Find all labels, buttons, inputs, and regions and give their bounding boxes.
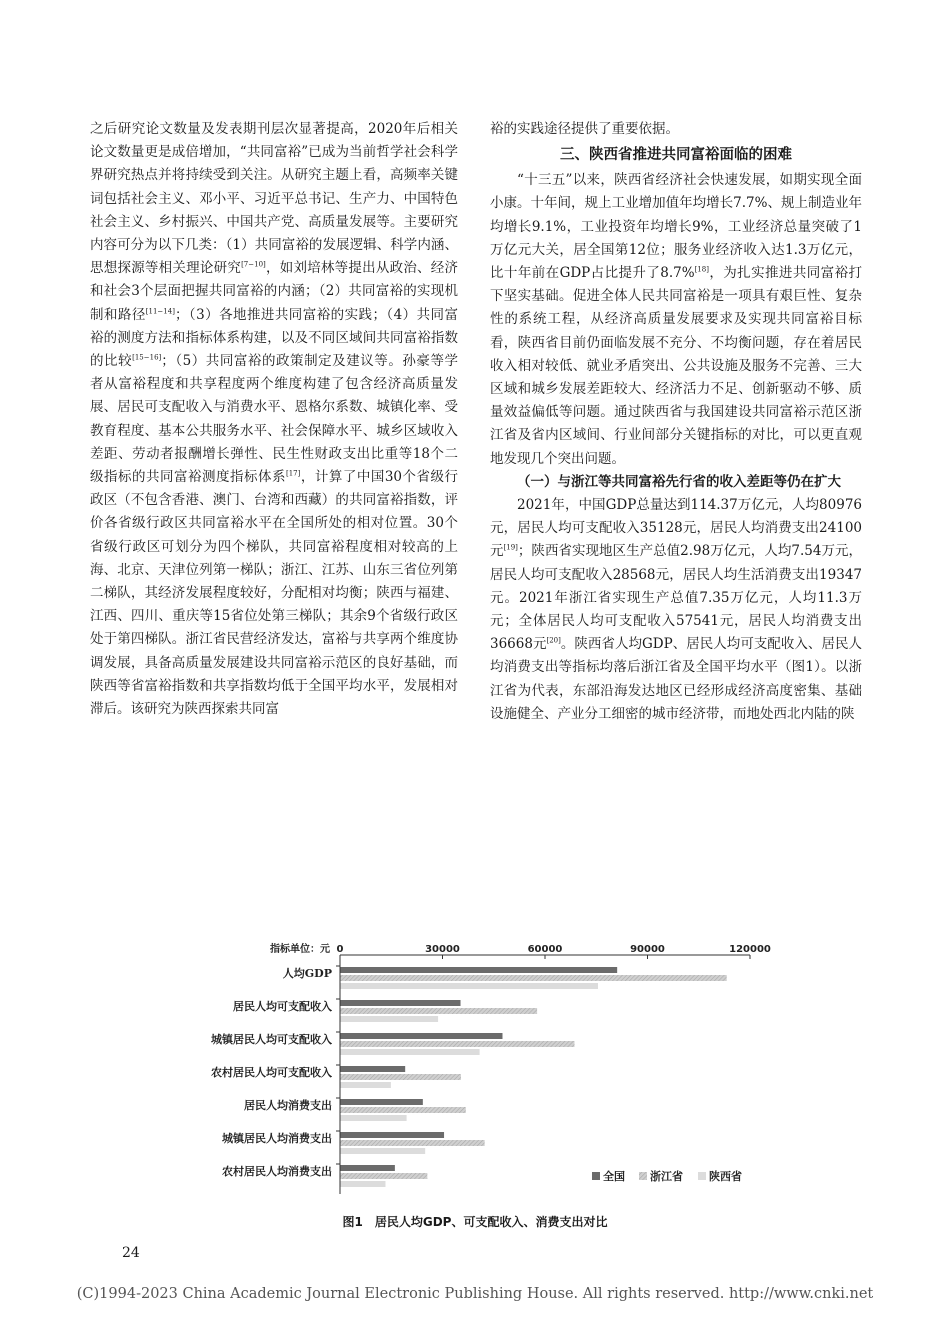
x-tick-label: 0 bbox=[336, 944, 344, 955]
bar-chart bbox=[170, 935, 790, 1205]
bar-浙江省 bbox=[341, 975, 727, 981]
body-paragraph: 裕的实践途径提供了重要依据。 bbox=[490, 121, 679, 137]
category-label: 城镇居民人均消费支出 bbox=[222, 1132, 332, 1145]
category-label: 农村居民人均可支配收入 bbox=[211, 1066, 332, 1079]
body-paragraph: 2021年，中国GDP总量达到114.37万亿元，人均80976元，居民人均可支配收入35128元，居民人均消费支出24100元[19]；陕西省实现地区生产总值2.98万亿元，人均7.54万元，居民人均可支配收入28568元，居民人均生活消费支出19347元。2021年浙江省实现生产总值7.35万亿元，人均11.3万元；全体居民人均可支配收入57541元，居民人均消费支出36668元[20]。陕西省人均GDP、居民人均可支配收入、居民人均消费支出等指标均落后浙江省及全国平均水平（图1）。以浙江省为代表，东部沿海发达地区已经形成经济高度密集、基础设施健全、产业分工细密的城市经济带，而地处西北内陆的陕 bbox=[490, 497, 863, 722]
bar-陕西省 bbox=[341, 1016, 439, 1022]
bar-全国 bbox=[341, 1099, 423, 1105]
bar-浙江省 bbox=[341, 1008, 538, 1014]
category-label: 居民人均可支配收入 bbox=[233, 1000, 332, 1013]
citation-ref: [15−16] bbox=[132, 353, 162, 362]
axis-unit-label: 指标单位：元 bbox=[270, 944, 330, 955]
page-number: 24 bbox=[122, 1245, 140, 1261]
citation-ref: [7−10] bbox=[241, 260, 266, 269]
legend-swatch bbox=[698, 1172, 706, 1180]
category-label: 人均GDP bbox=[282, 967, 332, 980]
citation-ref: [11−14] bbox=[145, 307, 175, 316]
bar-浙江省 bbox=[341, 1074, 461, 1080]
bar-全国 bbox=[341, 1066, 406, 1072]
bar-陕西省 bbox=[341, 1181, 386, 1187]
x-tick-label: 30000 bbox=[425, 944, 460, 955]
right-column bbox=[490, 118, 862, 726]
citation-ref: [20] bbox=[546, 636, 561, 645]
bar-全国 bbox=[341, 967, 618, 973]
chart-canvas bbox=[170, 935, 790, 1205]
copyright-notice: (C)1994-2023 China Academic Journal Electronic Publishing House. All rights reserved. http://www.cnki.net bbox=[76, 1286, 874, 1302]
body-paragraph: 之后研究论文数量及发表期刊层次显著提高，2020年后相关论文数量更是成倍增加，“共同富裕”已成为当前哲学社会科学界研究热点并将持续受到关注。从研究主题上看，高频率关键词包括社会主义、邓小平、习近平总书记、生产力、中国特色社会主义、乡村振兴、中国共产党、高质量发展等。主要研究内容可分为以下几类：（1）共同富裕的发展逻辑、科学内涵、思想探源等相关理论研究[7−10]，如刘培林等提出从政治、经济和社会3个层面把握共同富裕的内涵；（2）共同富裕的实现机制和路径[11−14]；（3）各地推进共同富裕的实践；（4）共同富裕的测度方法和指标体系构建，以及不同区域间共同富裕指数的比较[15−16]；（5）共同富裕的政策制定及建议等。孙豪等学者从富裕程度和共享程度两个维度构建了包含经济高质量发展、居民可支配收入与消费水平、恩格尔系数、城镇化率、受教育程度、基本公共服务水平、社会保障水平、城乡区域收入差距、劳动者报酬增长弹性、民生性财政支出比重等18个二级指标的共同富裕测度指标体系[17]，计算了中国30个省级行政区（不包含香港、澳门、台湾和西藏）的共同富裕指数，评价各省级行政区共同富裕水平在全国所处的相对位置。30个省级行政区可划分为四个梯队，共同富裕程度相对较高的上海、北京、天津位列第一梯队；浙江、江苏、山东三省位列第二梯队，其经济发展程度较好，分配相对均衡；陕西与福建、江西、四川、重庆等15省位处第三梯队；其余9个省级行政区处于第四梯队。浙江省民营经济发达，富裕与共享两个维度协调发展，具备高质量发展建设共同富裕示范区的良好基础，而陕西等省富裕指数和共享指数均低于全国平均水平，发展相对滞后。该研究为陕西探索共同富 bbox=[90, 121, 459, 718]
category-label: 城镇居民人均可支配收入 bbox=[211, 1033, 332, 1046]
subsection-heading: （一）与浙江等共同富裕先行省的收入差距等仍在扩大 bbox=[517, 473, 841, 490]
bar-浙江省 bbox=[341, 1041, 575, 1047]
bar-陕西省 bbox=[341, 983, 598, 989]
bar-浙江省 bbox=[341, 1173, 428, 1179]
section-heading: 三、陕西省推进共同富裕面临的困难 bbox=[560, 147, 792, 164]
citation-ref: [19] bbox=[503, 543, 518, 552]
legend-label: 浙江省 bbox=[650, 1170, 683, 1183]
bar-全国 bbox=[341, 1000, 461, 1006]
bar-全国 bbox=[341, 1033, 503, 1039]
bar-全国 bbox=[341, 1132, 445, 1138]
bar-陕西省 bbox=[341, 1115, 407, 1121]
legend-label: 陕西省 bbox=[709, 1170, 742, 1183]
body-paragraph: “十三五”以来，陕西省经济社会快速发展，如期实现全面小康。十年间，规上工业增加值年均增长7.7%、规上制造业年均增长9.1%，工业投资年均增长9%，工业经济总量突破了1万亿元大关，居全国第12位；服务业经济收入达1.3万亿元，比十年前在GDP占比提升了8.7%[18]，为扎实推进共同富裕打下坚实基础。促进全体人民共同富裕是一项具有艰巨性、复杂性的系统工程，从经济高质量发展要求及实现共同富裕目标看，陕西省目前仍面临发展不充分、不均衡问题，存在着居民收入相对较低、就业矛盾突出、公共设施及服务不完善、三大区域和城乡发展差距较大、经济活力不足、创新驱动不够、质量效益偏低等问题。通过陕西省与我国建设共同富裕示范区浙江省及省内区域间、行业间部分关键指标的对比，可以更直观地发现几个突出问题。 bbox=[490, 172, 862, 467]
bar-浙江省 bbox=[341, 1140, 485, 1146]
category-label: 农村居民人均消费支出 bbox=[222, 1165, 332, 1178]
legend-swatch bbox=[639, 1172, 647, 1180]
legend-swatch bbox=[592, 1172, 600, 1180]
x-tick-label: 60000 bbox=[527, 944, 563, 955]
bar-陕西省 bbox=[341, 1082, 391, 1088]
citation-ref: [18] bbox=[694, 265, 709, 274]
citation-ref: [17] bbox=[285, 469, 301, 478]
left-column bbox=[90, 118, 458, 721]
legend-label: 全国 bbox=[603, 1170, 625, 1183]
figure-caption: 图1 居民人均GDP、可支配收入、消费支出对比 bbox=[342, 1215, 608, 1229]
x-tick-label: 120000 bbox=[729, 944, 771, 955]
bar-陕西省 bbox=[341, 1049, 480, 1055]
category-label: 居民人均消费支出 bbox=[244, 1099, 332, 1112]
bar-浙江省 bbox=[341, 1107, 466, 1113]
x-tick-label: 90000 bbox=[630, 944, 665, 955]
bar-全国 bbox=[341, 1165, 395, 1171]
bar-陕西省 bbox=[341, 1148, 426, 1154]
